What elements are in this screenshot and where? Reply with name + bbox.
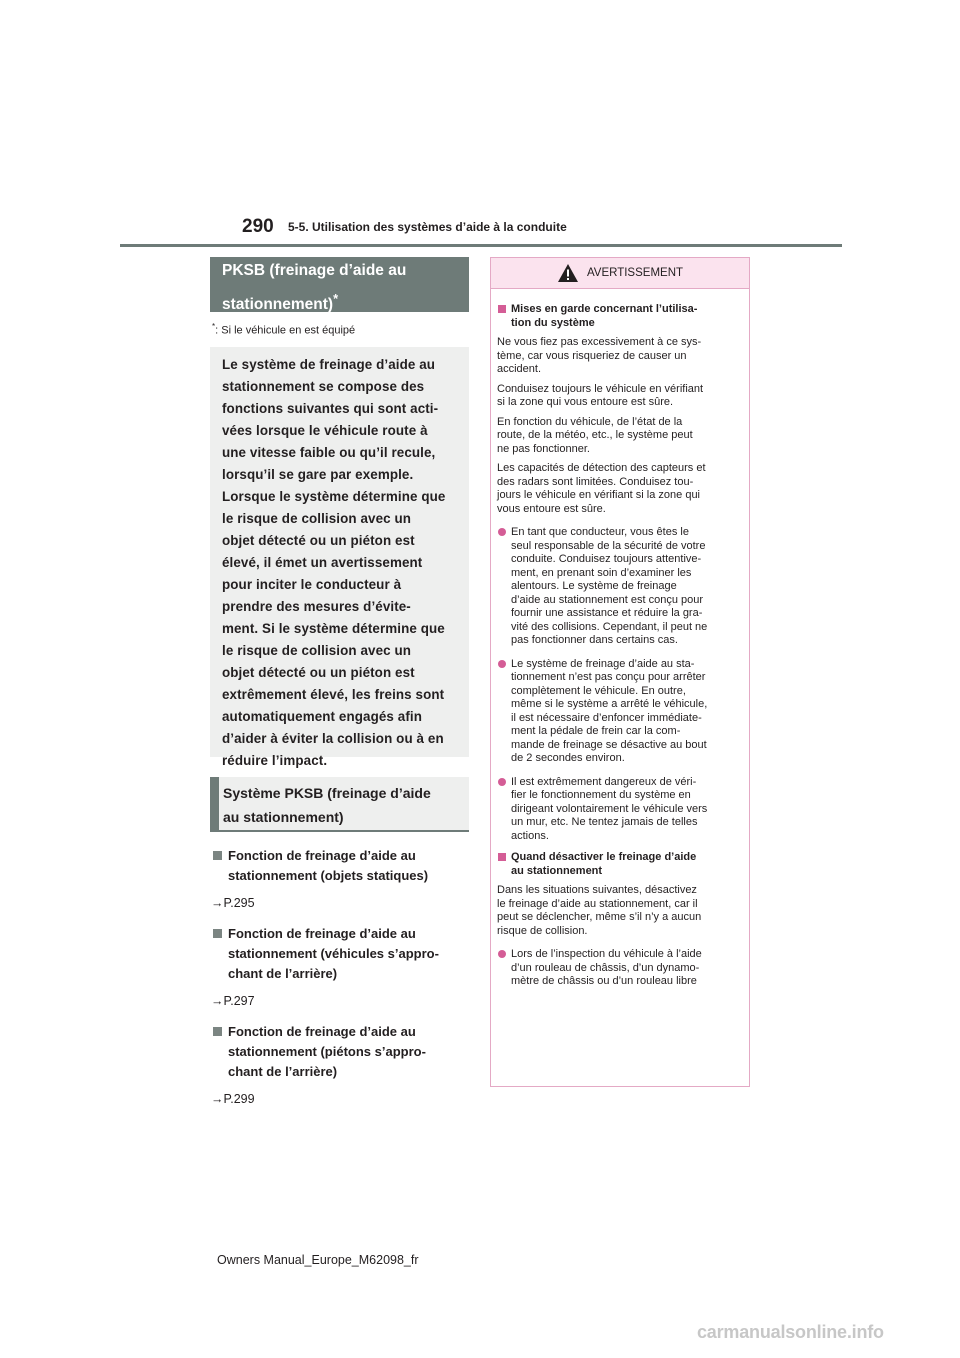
title-footnote-mark: * bbox=[333, 291, 339, 306]
square-bullet-icon bbox=[213, 929, 222, 938]
page-number: 290 bbox=[242, 216, 274, 237]
title-line-1: PKSB (freinage d’aide au bbox=[222, 262, 407, 279]
intro-line: élevé, il émet un avertissement bbox=[222, 554, 423, 570]
function-item-line: Fonction de freinage d’aide au bbox=[228, 847, 416, 863]
function-item-line: Fonction de freinage d’aide au bbox=[228, 925, 416, 941]
warning-bullet-line: En tant que conducteur, vous êtes le bbox=[511, 526, 689, 538]
warning-paragraph-line: Conduisez toujours le véhicule en vérifiant bbox=[497, 382, 704, 395]
intro-box bbox=[210, 347, 469, 768]
warning-bullet-line: actions. bbox=[511, 829, 549, 842]
warning-paragraph-line: si la zone qui vous entoure est sûre. bbox=[497, 396, 674, 408]
intro-line: extrêmement élevé, les freins sont bbox=[222, 686, 445, 702]
warning-box bbox=[490, 257, 750, 1087]
intro-line: ment. Si le système détermine que bbox=[222, 620, 445, 636]
warning-paragraph bbox=[497, 884, 743, 938]
warning-paragraph-line: Les capacités de détection des capteurs et bbox=[497, 462, 706, 474]
warning-paragraph-line: des radars sont limitées. Conduisez tou- bbox=[497, 475, 694, 488]
warning-bullet-line: tionnement n’est pas conçu pour arrêter bbox=[511, 671, 706, 683]
warning-subheading bbox=[497, 851, 743, 878]
intro-line: prendre des mesures d’évite- bbox=[222, 598, 411, 614]
intro-line: le risque de collision avec un bbox=[222, 642, 412, 658]
title-line-2: stationnement)* bbox=[222, 291, 339, 314]
warning-paragraph bbox=[497, 336, 743, 377]
square-bullet-icon bbox=[213, 851, 222, 860]
warning-paragraph-line: Dans les situations suivantes, désactivez bbox=[497, 884, 697, 896]
warning-paragraph-line: jours le véhicule en vérifiant si la zone qui bbox=[497, 489, 701, 501]
warning-bullet-line: Lors de l’inspection du véhicule à l’aide bbox=[511, 948, 702, 960]
function-item bbox=[210, 924, 469, 984]
warning-paragraph bbox=[497, 416, 743, 457]
page-reference: →P.295 bbox=[211, 895, 255, 910]
function-item bbox=[210, 1022, 469, 1082]
warning-bullet-line: complètement le véhicule. En outre, bbox=[511, 684, 686, 697]
warning-bullet-line: d’aide au stationnement est conçu pour bbox=[511, 593, 704, 606]
warning-bullet-line: mande de freinage se désactive au bout bbox=[511, 738, 707, 751]
watermark: carmanualsonline.info bbox=[697, 1322, 884, 1342]
warning-body bbox=[491, 289, 749, 989]
function-item-line: chant de l’arrière) bbox=[228, 1063, 338, 1079]
subheading-line-2: au stationnement) bbox=[223, 808, 344, 825]
left-column bbox=[210, 257, 469, 1106]
warning-bullet-line: d’un rouleau de châssis, d’un dynamo- bbox=[511, 961, 700, 974]
warning-subheading-line: Quand désactiver le freinage d’aide bbox=[511, 851, 697, 863]
warning-bullet-line: fournir une assistance et réduire la gra- bbox=[511, 607, 703, 619]
function-item bbox=[210, 846, 469, 886]
warning-subheading-line: au stationnement bbox=[511, 864, 603, 877]
function-item-line: stationnement (véhicules s’appro- bbox=[228, 945, 439, 961]
intro-line: objet détecté ou un piéton est bbox=[222, 532, 415, 548]
intro-line: le risque de collision avec un bbox=[222, 510, 412, 526]
intro-line: Le système de freinage d’aide au bbox=[222, 356, 436, 372]
warning-bullet bbox=[497, 658, 743, 766]
warning-paragraph bbox=[497, 383, 743, 410]
warning-bullet-line: alentours. Le système de freinage bbox=[511, 580, 677, 592]
warning-triangle-icon bbox=[557, 263, 579, 283]
section-title bbox=[210, 257, 469, 312]
square-bullet-icon bbox=[213, 1027, 222, 1036]
document-id: Owners Manual_Europe_M62098_fr bbox=[217, 1253, 419, 1267]
function-list bbox=[210, 846, 469, 1106]
warning-bullet-line: vité des collisions. Cependant, il peut ne bbox=[511, 620, 708, 633]
intro-line: vées lorsque le véhicule route à bbox=[222, 422, 428, 438]
warning-bullet-line: Il est extrêmement dangereux de véri- bbox=[511, 775, 697, 788]
square-bullet-icon bbox=[498, 853, 506, 861]
intro-line: stationnement se compose des bbox=[222, 378, 425, 394]
warning-paragraph-line: Ne vous fiez pas excessivement à ce sys- bbox=[497, 336, 702, 348]
subheading-line-1: Système PKSB (freinage d’aide bbox=[223, 784, 431, 801]
subsection-heading bbox=[210, 777, 469, 832]
warning-subheading bbox=[497, 303, 743, 330]
equipment-footnote: *: Si le véhicule en est équipé bbox=[212, 322, 356, 337]
warning-title: AVERTISSEMENT bbox=[586, 267, 684, 279]
round-bullet-icon bbox=[498, 528, 506, 536]
function-item-line: chant de l’arrière) bbox=[228, 965, 338, 981]
warning-header bbox=[491, 258, 749, 289]
warning-paragraph-line: tème, car vous risqueriez de causer un bbox=[497, 349, 687, 362]
warning-bullet-line: pas fonctionner dans certains cas. bbox=[511, 634, 678, 646]
warning-bullet-line: ment, en prenant soin d’examiner les bbox=[511, 566, 692, 579]
warning-paragraph-line: accident. bbox=[497, 363, 542, 375]
intro-line: pour inciter le conducteur à bbox=[222, 576, 402, 592]
warning-bullet bbox=[497, 948, 743, 989]
warning-bullet-line: ment la pédale de frein car la com- bbox=[511, 725, 681, 737]
page-reference: →P.299 bbox=[211, 1091, 255, 1106]
warning-paragraph bbox=[497, 462, 743, 516]
warning-paragraph-line: ne pas fonctionner. bbox=[497, 442, 590, 455]
function-item-line: stationnement (objets statiques) bbox=[228, 867, 429, 883]
warning-paragraph-line: En fonction du véhicule, de l’état de la bbox=[497, 415, 683, 428]
warning-paragraph-line: le freinage d’aide au stationnement, car il bbox=[497, 897, 698, 910]
square-bullet-icon bbox=[498, 305, 506, 313]
warning-bullet-line: seul responsable de la sécurité de votre bbox=[511, 539, 706, 552]
warning-bullet-line: de 2 secondes environ. bbox=[511, 752, 625, 764]
round-bullet-icon bbox=[498, 660, 506, 668]
warning-bullet bbox=[497, 776, 743, 844]
intro-line: automatiquement engagés afin bbox=[222, 708, 422, 724]
warning-bullet-line: fier le fonctionnement du système en bbox=[511, 789, 691, 801]
warning-paragraph-line: route, de la météo, etc., le système peut bbox=[497, 429, 693, 441]
warning-bullet-line: mètre de châssis ou d’un rouleau libre bbox=[511, 975, 697, 987]
page-reference: →P.297 bbox=[211, 993, 255, 1008]
warning-bullet bbox=[497, 526, 743, 648]
warning-bullet-line: conduite. Conduisez toujours attentive- bbox=[511, 553, 702, 565]
round-bullet-icon bbox=[498, 778, 506, 786]
warning-paragraph-line: risque de collision. bbox=[497, 924, 588, 937]
round-bullet-icon bbox=[498, 950, 506, 958]
intro-line: lorsqu’il se gare par exemple. bbox=[222, 466, 414, 482]
warning-subheading-line: Mises en garde concernant l’utilisa- bbox=[511, 303, 698, 315]
intro-line: objet détecté ou un piéton est bbox=[222, 664, 415, 680]
function-item-line: stationnement (piétons s’appro- bbox=[228, 1043, 426, 1059]
warning-bullet-line: il est nécessaire d’enfoncer immédiate- bbox=[511, 711, 702, 724]
section-path: 5-5. Utilisation des systèmes d’aide à la conduite bbox=[288, 220, 567, 234]
warning-paragraph-line: vous entoure est sûre. bbox=[497, 502, 606, 515]
header-rule bbox=[120, 244, 842, 247]
intro-line: d’aider à éviter la collision ou à en bbox=[222, 730, 444, 746]
function-item-line: Fonction de freinage d’aide au bbox=[228, 1023, 416, 1039]
warning-bullet-line: même si le système a arrêté le véhicule, bbox=[511, 698, 708, 710]
warning-paragraph-line: peut se déclencher, même s’il n’y a aucun bbox=[497, 911, 702, 923]
intro-line: Lorsque le système détermine que bbox=[222, 488, 446, 504]
intro-line: une vitesse faible ou qu’il recule, bbox=[222, 444, 436, 460]
warning-bullet-line: un mur, etc. Ne tentez jamais de telles bbox=[511, 816, 698, 828]
warning-subheading-line: tion du système bbox=[511, 316, 595, 329]
intro-line: réduire l’impact. bbox=[222, 752, 328, 768]
warning-bullet-line: dirigeant volontairement le véhicule vers bbox=[511, 802, 708, 815]
intro-line: fonctions suivantes qui sont acti- bbox=[222, 400, 439, 416]
warning-bullet-line: Le système de freinage d’aide au sta- bbox=[511, 657, 695, 670]
